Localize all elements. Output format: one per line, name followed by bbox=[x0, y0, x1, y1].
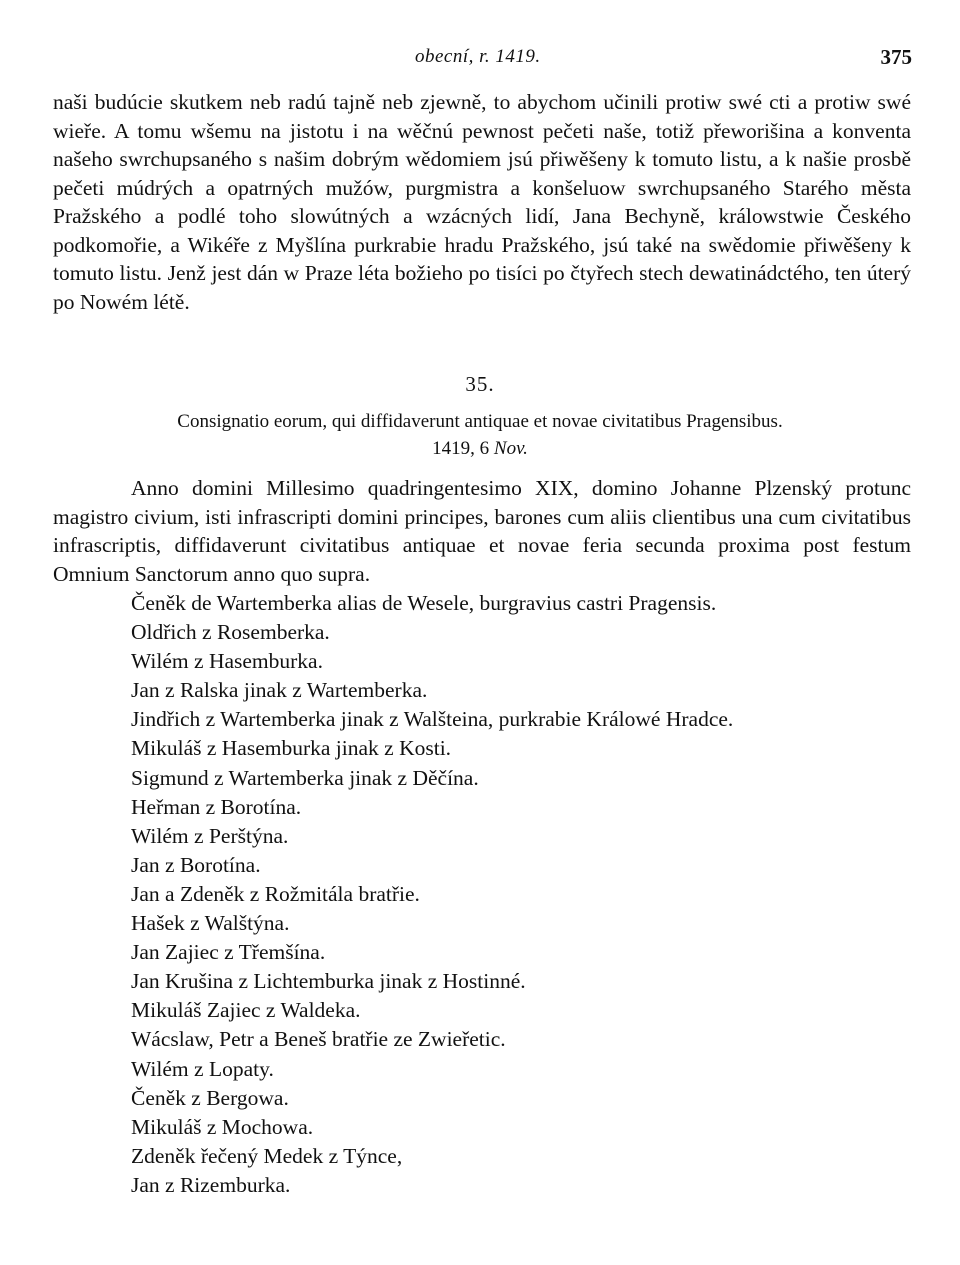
list-item: Wácslaw, Petr a Beneš bratřie ze Zwieřetic. bbox=[131, 1027, 506, 1052]
list-item: Heřman z Borotína. bbox=[131, 794, 302, 819]
list-item: Jan Krušina z Lichtemburka jinak z Hostinné. bbox=[131, 969, 526, 994]
list-item: Wilém z Perštýna. bbox=[131, 823, 289, 848]
list-item: Jan a Zdeněk z Rožmitála bratřie. bbox=[131, 881, 420, 906]
list-item: Mikuláš z Mochowa. bbox=[131, 1114, 314, 1139]
list-item: Zdeněk řečený Medek z Týnce, bbox=[131, 1143, 403, 1168]
running-header bbox=[0, 40, 960, 70]
document-heading bbox=[0, 408, 960, 462]
list-item: Wilém z Lopaty. bbox=[131, 1056, 274, 1081]
body-paragraph-continued: naši budúcie skutkem neb radú tajně neb zjewně, to abychom učinili protiw swé cti a protiw swé wieře. A tomu wšemu na jistotu i na wěčnú pewnost pečeti naše, totiž přeworišina a konventa našeho swrchupsaného s našim dobrým wědomiem jsú přiwěšeny k tomuto listu, a k našie prosbě pečeti múdrých a opatrných mužów, purgmistra a konšeluow swrchupsaného Starého města Pražského a podlé toho slowútných a wzácných lidí, Jana Bechyně, králowstwie Českého podkomořie, a Wikéře z Myšlína purkrabie hradu Pražského, jsú také na swědomie přiwěšeny k tomuto listu. Jenž jest dán w Praze léta božieho po tisíci po čtyřech stech dewatinádctého, ten úterý po Nowém létě. bbox=[53, 90, 911, 314]
document-number: 35. bbox=[465, 372, 495, 396]
list-item: Hašek z Walštýna. bbox=[131, 911, 290, 936]
list-item: Sigmund z Wartemberka jinak z Děčína. bbox=[131, 765, 479, 790]
list-item: Mikuláš z Hasemburka jinak z Kosti. bbox=[131, 736, 452, 761]
document-title: Consignatio eorum, qui diffidaverunt antiquae et novae civitatibus Pragensibus. bbox=[177, 411, 783, 432]
running-title: obecní, r. 1419. bbox=[415, 46, 541, 67]
list-item: Oldřich z Rosemberka. bbox=[131, 620, 330, 645]
list-item: Jan z Borotína. bbox=[131, 852, 261, 877]
list-item: Mikuláš Zajiec z Waldeka. bbox=[131, 998, 361, 1023]
document-date-prefix: 1419, 6 bbox=[432, 438, 490, 459]
list-item: Čeněk z Bergowa. bbox=[131, 1085, 289, 1110]
list-item: Jan z Ralska jinak z Wartemberka. bbox=[131, 678, 428, 703]
list-item: Jindřich z Wartemberka jinak z Walšteina, purkrabie Králowé Hradce. bbox=[131, 707, 734, 732]
page-number: 375 bbox=[880, 45, 912, 69]
list-item: Čeněk de Wartemberka alias de Wesele, burgravius castri Pragensis. bbox=[131, 591, 717, 615]
list-item: Wilém z Hasemburka. bbox=[131, 649, 323, 674]
list-item: Jan z Rizemburka. bbox=[131, 1172, 291, 1197]
document-date-month: Nov. bbox=[493, 438, 528, 459]
document-date bbox=[0, 435, 960, 462]
list-item: Jan Zajiec z Třemšína. bbox=[131, 940, 326, 965]
names-list bbox=[131, 589, 733, 1200]
body-paragraph-latin: Anno domini Millesimo quadringentesimo XIX, domino Johanne Plzenský protunc magistro civium, isti infrascripti domini principes, barones cum aliis clientibus una cum civitatibus infrascriptis, diffidaverunt civitatibus antiquae et novae feria secunda proxima post festum Omnium Sanctorum anno quo supra. bbox=[53, 476, 911, 586]
